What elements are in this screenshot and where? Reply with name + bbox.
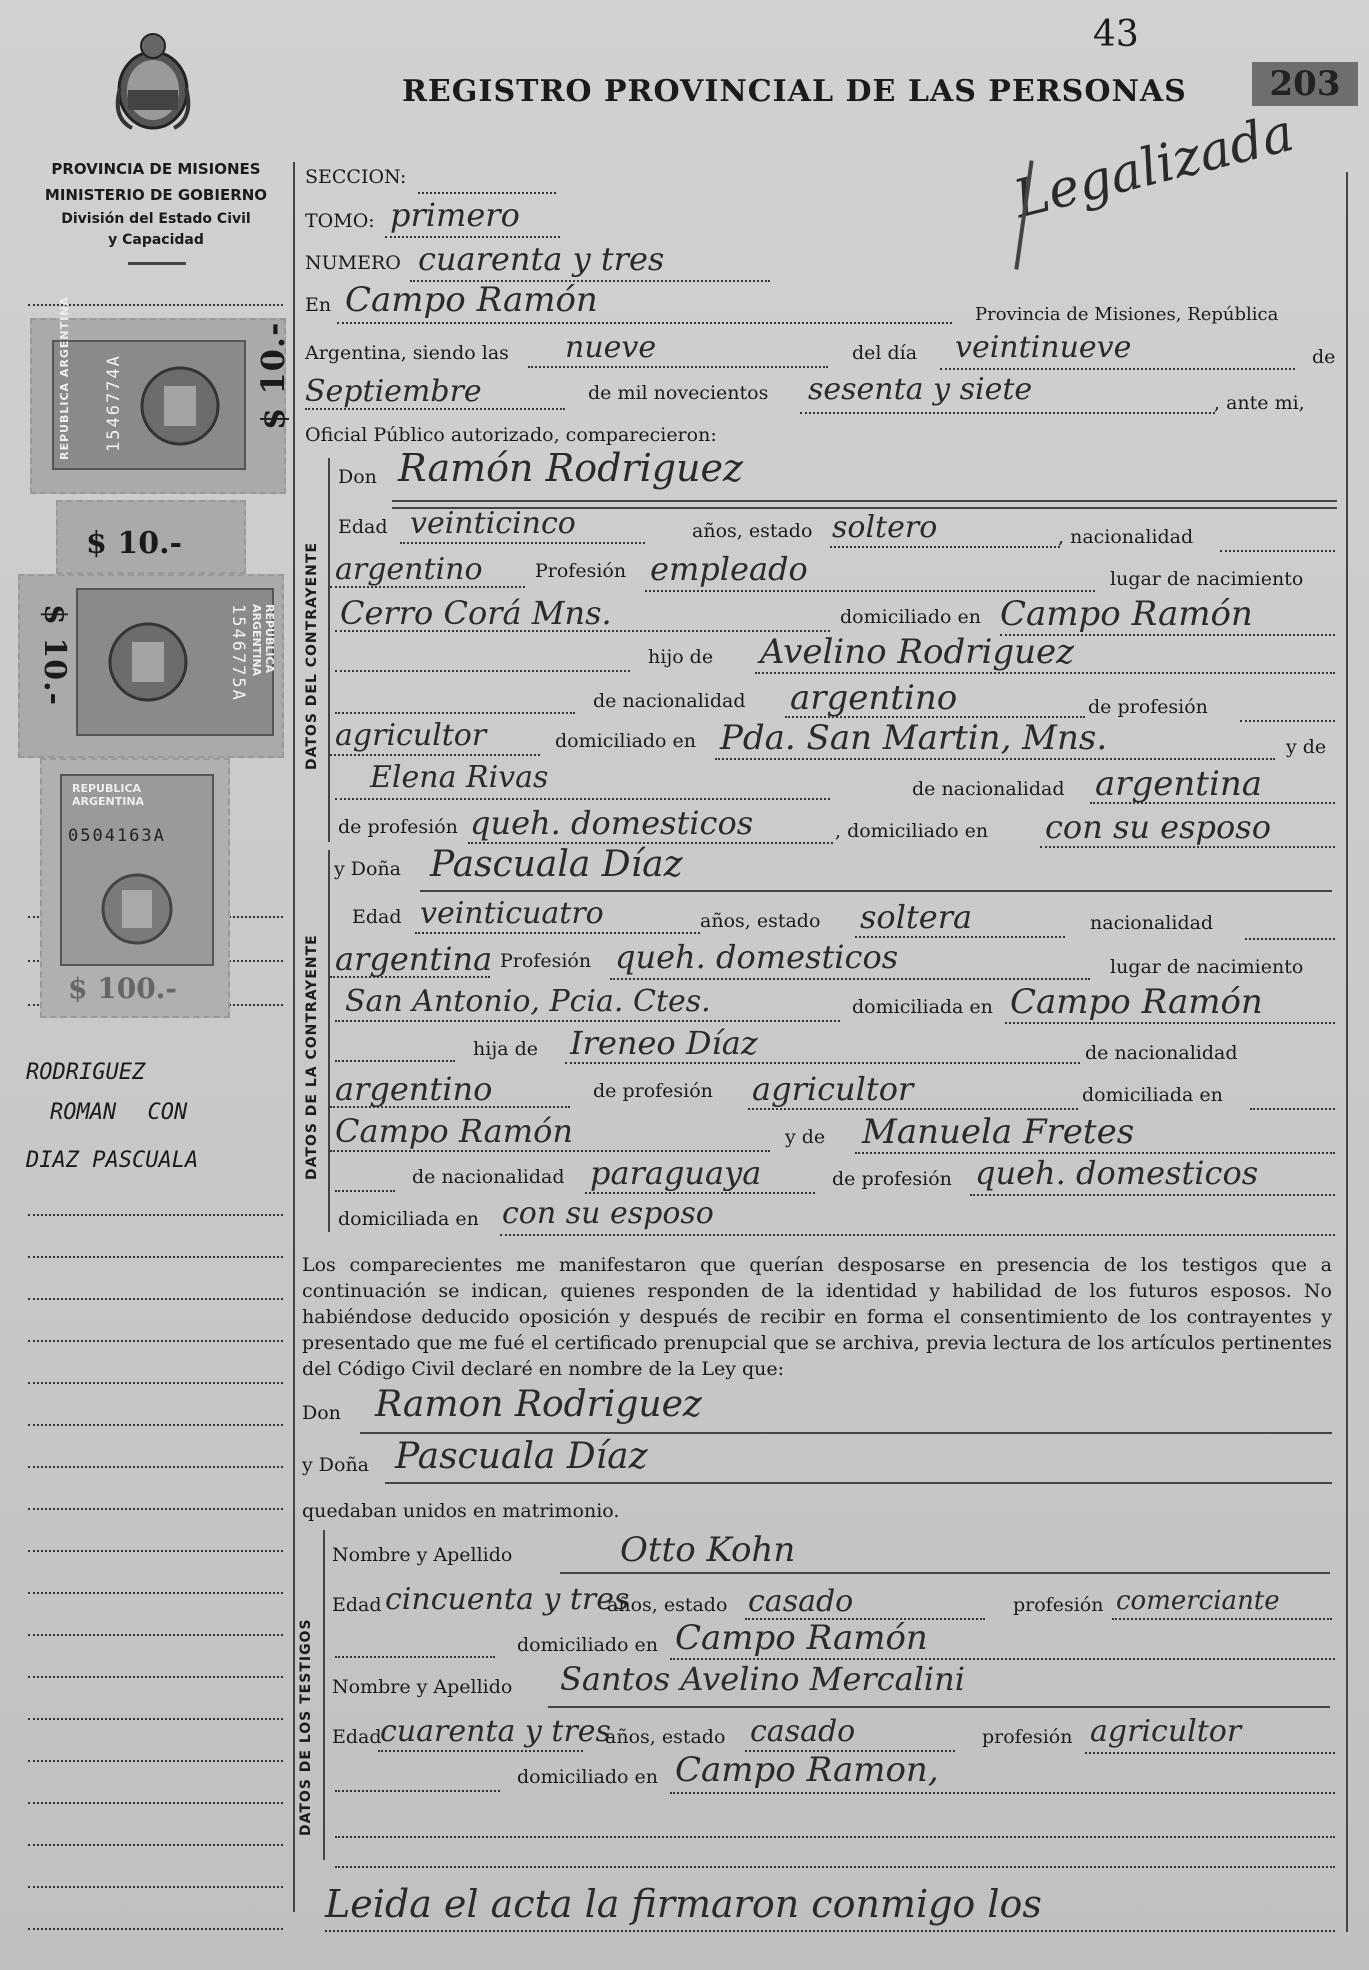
- contrayenta-madre-profesion-label: de profesión: [832, 1168, 952, 1190]
- padre-profesion-line: [330, 754, 540, 756]
- contrayenta-y-de-label: y de: [785, 1126, 826, 1148]
- margin-note-3: DIAZ PASCUALA: [26, 1148, 199, 1173]
- tomo-label: TOMO:: [305, 210, 375, 232]
- margin-line: [28, 1508, 283, 1510]
- tomo-line: [385, 236, 560, 238]
- contrayente-domicilio: Campo Ramón: [1000, 594, 1253, 634]
- contrayenta-estado: soltera: [860, 898, 973, 936]
- contrayenta-padre-profesion-line: [748, 1108, 1078, 1110]
- de-label: de: [1312, 346, 1336, 368]
- contrayenta-de-profesion-label: de profesión: [593, 1080, 713, 1102]
- document-title: REGISTRO PROVINCIAL DE LAS PERSONAS: [402, 74, 1187, 109]
- contrayenta-domicilio-line: [1005, 1022, 1335, 1024]
- contrayenta-madre-nacionalidad-label: de nacionalidad: [412, 1166, 565, 1188]
- t1-profesion-line: [1112, 1618, 1332, 1620]
- seccion-line: [418, 192, 556, 194]
- contrayenta-lugar: San Antonio, Pcia. Ctes.: [345, 984, 711, 1019]
- t1-domiciliado-label: domiciliado en: [517, 1634, 659, 1656]
- contrayenta-edad-line: [415, 932, 700, 934]
- t1-nombre-line: [560, 1572, 1330, 1574]
- lugar-acta-line: [337, 322, 952, 324]
- t1-anios-label: años, estado: [607, 1594, 728, 1616]
- contrayenta-madre-nacionalidad: paraguaya: [590, 1154, 762, 1192]
- corner-number: 203: [1252, 62, 1358, 106]
- profesion-line: [645, 590, 1095, 592]
- hija-label: hija de: [473, 1038, 538, 1060]
- contrayenta-profesion: queh. domesticos: [615, 938, 899, 976]
- nacionalidad-line: [1220, 550, 1335, 552]
- t1-edad: cincuenta y tres: [385, 1582, 630, 1617]
- oficial-text: Oficial Público autorizado, comparecieron:: [305, 424, 717, 446]
- stamp-1-serial: 1546774A: [104, 354, 124, 452]
- padre-profesion: agricultor: [335, 718, 487, 753]
- contrayenta-domicilio: Campo Ramón: [1010, 982, 1263, 1022]
- lugar-acta-value: Campo Ramón: [345, 280, 598, 320]
- margin-line: [28, 1844, 283, 1846]
- margin-line: [28, 1592, 283, 1594]
- stamp-emblem-icon: [130, 356, 230, 456]
- blank-line-4: [335, 1190, 395, 1192]
- lugar-line: [335, 630, 830, 632]
- union-dona-label: y Doña: [302, 1454, 370, 1476]
- contrayenta-madre-domiciliada-label: domiciliada en: [338, 1208, 479, 1230]
- t1-estado: casado: [748, 1584, 854, 1619]
- page-number: 43: [1093, 14, 1139, 55]
- padre-domicilio-line: [715, 758, 1275, 760]
- union-closing: quedaban unidos en matrimonio.: [302, 1500, 620, 1522]
- stamp-emblem-icon: [92, 864, 182, 954]
- contrayenta-nacionalidad: argentina: [335, 940, 493, 978]
- contrayenta-side-label: DATOS DE LA CONTRAYENTE: [304, 934, 320, 1180]
- t1-domicilio: Campo Ramón: [675, 1618, 928, 1658]
- en-label: En: [305, 294, 332, 316]
- anio-line: [800, 412, 1215, 414]
- contrayenta-nombre: Pascuala Díaz: [430, 844, 683, 885]
- coat-of-arms-icon: [112, 28, 194, 138]
- stamp-3-face: [60, 774, 214, 966]
- dia-line: [940, 368, 1295, 370]
- union-don-value: Ramon Rodriguez: [375, 1384, 702, 1425]
- contrayenta-padre: Ireneo Díaz: [570, 1024, 758, 1062]
- revenue-stamp-2: [18, 574, 284, 758]
- padre-domicilio: Pda. San Martin, Mns.: [720, 718, 1108, 758]
- margin-line: [28, 1760, 283, 1762]
- t1-nombre-label: Nombre y Apellido: [332, 1544, 513, 1566]
- madre-nombre: Elena Rivas: [370, 760, 549, 795]
- contrayente-edad: veinticinco: [410, 506, 576, 541]
- t2-domicilio: Campo Ramon,: [675, 1750, 939, 1790]
- margin-line: [28, 1676, 283, 1678]
- revenue-stamp-3: [40, 758, 230, 1018]
- t2-edad: cuarenta y tres: [380, 1714, 611, 1749]
- numero-value: cuarenta y tres: [418, 240, 665, 278]
- t2-domiciliado-label: domiciliado en: [517, 1766, 659, 1788]
- margin-line: [28, 1214, 283, 1216]
- nacionalidad-label: , nacionalidad: [1058, 526, 1194, 548]
- padre-nombre: Avelino Rodriguez: [760, 632, 1075, 672]
- t2-nombre: Santos Avelino Mercalini: [560, 1660, 965, 1698]
- contrayente-estado: soltero: [832, 510, 938, 545]
- blank-line-3: [335, 1060, 455, 1062]
- anios-label: años, estado: [692, 520, 813, 542]
- lugar-label: lugar de nacimiento: [1110, 568, 1304, 590]
- contrayenta-padre-nac-line: [330, 1106, 570, 1108]
- contrayenta-madre-domicilio-line: [500, 1234, 1335, 1236]
- contrayenta-profesion-label: Profesión: [500, 950, 592, 972]
- stamp-2-serial: 1546775A: [228, 604, 248, 702]
- contrayenta-nacionalidad-label: nacionalidad: [1090, 912, 1214, 934]
- stamp-emblem-icon: [98, 612, 198, 712]
- dona-label: y Doña: [334, 858, 402, 880]
- contrayente-nombre-line: [392, 500, 1337, 502]
- blank-line-2: [335, 712, 575, 714]
- t2-anios-label: años, estado: [605, 1726, 726, 1748]
- main-right-border: [1346, 172, 1348, 1932]
- stamp-2-face: [76, 588, 274, 736]
- padre-line: [755, 672, 1335, 674]
- closing-line: Leida el acta la firmaron conmigo los: [325, 1882, 1042, 1926]
- contrayenta-edad: veinticuatro: [420, 896, 604, 931]
- contrayenta-madre-profesion-line: [970, 1194, 1335, 1196]
- y-de-label: y de: [1286, 736, 1327, 758]
- contrayenta-box-border: [328, 850, 330, 1232]
- seccion-label: SECCION:: [305, 166, 407, 188]
- hora-value: nueve: [565, 330, 657, 365]
- margin-line: [28, 1718, 283, 1720]
- anio-value: sesenta y siete: [808, 372, 1033, 407]
- union-dona-value: Pascuala Díaz: [395, 1436, 648, 1477]
- contrayenta-madre-nac-line: [585, 1192, 815, 1194]
- contrayenta-anios-label: años, estado: [700, 910, 821, 932]
- madre-domicilio: con su esposo: [1045, 808, 1271, 846]
- mes-line: [305, 408, 565, 410]
- contrayenta-de-nacionalidad-label: de nacionalidad: [1085, 1042, 1238, 1064]
- hijo-label: hijo de: [648, 646, 714, 668]
- margin-line: [28, 1340, 283, 1342]
- declaration-paragraph: Los comparecientes me manifestaron que querían desposarse en presencia de los testigos que a continuación se indican, quienes responden de la identidad y habilidad de los futuros esposos. No habiéndose deducido oposición y después de recibir en forma el consentimiento de los contrayentes y presentado que me fué el certificado prenupcial que se archiva, previa lectura de los artículos pertinentes del Código Civil declaré en nombre de la Ley que:: [302, 1254, 1332, 1380]
- contrayenta-padre-domiciliada-line: [1250, 1108, 1335, 1110]
- margin-line: [28, 1298, 283, 1300]
- contrayenta-nacionalidad-line: [1245, 938, 1335, 940]
- t2-profesion-label: profesión: [982, 1726, 1073, 1748]
- madre-profesion-label: de profesión: [338, 816, 458, 838]
- contrayenta-padre-domicilio: Campo Ramón: [335, 1112, 573, 1150]
- province-name: PROVINCIA DE MISIONES: [51, 160, 261, 178]
- madre-profesion: queh. domesticos: [470, 804, 754, 842]
- madre-nacionalidad-line: [1090, 802, 1335, 804]
- t2-edad-line: [378, 1750, 583, 1752]
- de-profesion-line: [1240, 720, 1335, 722]
- contrayenta-madre: Manuela Fretes: [862, 1112, 1135, 1152]
- ministry-name: MINISTERIO DE GOBIERNO: [44, 186, 268, 204]
- contrayenta-nombre-line: [420, 890, 1332, 892]
- t2-estado: casado: [750, 1714, 856, 1749]
- t2-domicilio-line: [670, 1792, 1335, 1794]
- margin-line: [28, 1466, 283, 1468]
- contrayenta-lugar-line: [335, 1020, 840, 1022]
- blank-line: [335, 670, 630, 672]
- stamp-1-face: [52, 296, 246, 470]
- madre-domicilio-line: [1040, 846, 1335, 848]
- contrayenta-edad-label: Edad: [352, 906, 402, 928]
- margin-line: [28, 1550, 283, 1552]
- stamp-2-country: REPUBLICA ARGENTINA: [250, 604, 276, 677]
- division-name-2: y Capacidad: [108, 232, 204, 248]
- contrayente-side-label: DATOS DEL CONTRAYENTE: [304, 541, 320, 770]
- madre-domiciliado-label: , domiciliado en: [835, 820, 989, 842]
- don-label: Don: [338, 466, 377, 488]
- estado-line: [830, 546, 1060, 548]
- divider: [128, 262, 186, 265]
- contrayenta-lugar-label: lugar de nacimiento: [1110, 956, 1304, 978]
- revenue-stamp-1: [30, 296, 292, 494]
- union-don-line: [360, 1432, 1332, 1434]
- numero-label: NUMERO: [305, 252, 401, 274]
- contrayenta-padre-profesion: agricultor: [752, 1070, 914, 1108]
- contrayenta-madre-domicilio: con su esposo: [502, 1196, 714, 1231]
- contrayenta-domiciliada-label: domiciliada en: [852, 996, 993, 1018]
- contrayenta-padre-nacionalidad: argentino: [335, 1070, 493, 1108]
- contrayente-profesion: empleado: [650, 550, 808, 588]
- contrayenta-madre-profesion: queh. domesticos: [975, 1154, 1259, 1192]
- contrayenta-nac-line: [330, 976, 490, 978]
- stamp-1-country: REPUBLICA ARGENTINA: [58, 296, 71, 460]
- union-dona-line: [385, 1482, 1332, 1484]
- de-nacionalidad-label: de nacionalidad: [593, 690, 746, 712]
- legalization-signature: Legalizada: [1008, 102, 1300, 231]
- t2-profesion: agricultor: [1090, 1714, 1242, 1749]
- margin-note-1: RODRIGUEZ: [26, 1060, 146, 1085]
- testigos-side-label: DATOS DE LOS TESTIGOS: [298, 1618, 314, 1836]
- union-don-label: Don: [302, 1402, 341, 1424]
- mil-label: de mil novecientos: [588, 382, 769, 404]
- profesion-label: Profesión: [535, 560, 627, 582]
- main-left-border: [293, 162, 295, 1912]
- edad-label: Edad: [338, 516, 388, 538]
- testigos-extra-line-2: [335, 1866, 1335, 1868]
- contrayente-nacionalidad: argentino: [335, 552, 483, 587]
- t2-blank-line: [335, 1790, 500, 1792]
- stamp-2-value: $ 10.-: [37, 604, 72, 706]
- madre-nacionalidad-label: de nacionalidad: [912, 778, 1065, 800]
- stamp-3-country: REPUBLICA ARGENTINA: [72, 782, 145, 808]
- stamp-3-serial: 0504163A: [68, 826, 166, 846]
- margin-line: [28, 1256, 283, 1258]
- t2-edad-label: Edad: [332, 1726, 382, 1748]
- contrayenta-profesion-line: [610, 978, 1090, 980]
- t1-blank-line: [335, 1656, 495, 1658]
- madre-nacionalidad: argentina: [1095, 764, 1263, 804]
- madre-line: [335, 798, 830, 800]
- margin-line: [28, 1382, 283, 1384]
- t2-profesion-line: [1085, 1752, 1335, 1754]
- de-profesion-label: de profesión: [1088, 696, 1208, 718]
- closing-underline: [325, 1930, 1335, 1932]
- t1-profesion: comerciante: [1116, 1586, 1280, 1616]
- testigos-box-border: [323, 1530, 325, 1860]
- testigos-extra-line-1: [335, 1836, 1335, 1838]
- contrayenta-padre-domiciliada-label: domiciliada en: [1082, 1084, 1223, 1106]
- t1-edad-label: Edad: [332, 1594, 382, 1616]
- stamp-1-value: $ 10.-: [254, 321, 292, 430]
- padre-nacionalidad: argentino: [790, 678, 958, 718]
- t2-nombre-line: [548, 1706, 1330, 1708]
- margin-line: [28, 1886, 283, 1888]
- tomo-value: primero: [390, 196, 520, 234]
- contrayente-lugar: Cerro Corá Mns.: [340, 594, 612, 632]
- t1-profesion-label: profesión: [1013, 1594, 1104, 1616]
- stamp-1-tab-value: $ 10.-: [86, 526, 182, 561]
- domiciliado-label: domiciliado en: [840, 606, 982, 628]
- margin-line: [28, 1802, 283, 1804]
- margin-line: [28, 1424, 283, 1426]
- margin-line: [28, 1634, 283, 1636]
- mes-value: Septiembre: [305, 374, 482, 409]
- padre-domiciliado-label: domiciliado en: [555, 730, 697, 752]
- contrayenta-padre-line: [565, 1062, 1080, 1064]
- edad-line: [400, 542, 645, 544]
- stamp-1-tab: [56, 500, 246, 574]
- stamp-3-value: $ 100.-: [68, 972, 178, 1005]
- t2-nombre-label: Nombre y Apellido: [332, 1676, 513, 1698]
- contrayente-nacionalidad-line: [330, 586, 525, 588]
- argentina-text: Argentina, siendo las: [305, 342, 509, 364]
- issuer-block: [24, 156, 288, 250]
- contrayente-nombre: Ramón Rodriguez: [398, 446, 744, 490]
- del-dia-label: del día: [852, 342, 918, 364]
- contrayente-box-border: [328, 458, 330, 842]
- dia-value: veintinueve: [955, 330, 1132, 365]
- hora-line: [528, 366, 828, 368]
- margin-note-2: ROMAN CON: [50, 1100, 188, 1125]
- provincia-text: Provincia de Misiones, República: [975, 304, 1279, 325]
- ante-mi: , ante mi,: [1214, 392, 1305, 414]
- division-name: División del Estado Civil: [61, 211, 251, 227]
- t1-nombre: Otto Kohn: [620, 1530, 796, 1570]
- margin-line: [28, 1928, 283, 1930]
- contrayenta-padre-domicilio-line: [330, 1150, 770, 1152]
